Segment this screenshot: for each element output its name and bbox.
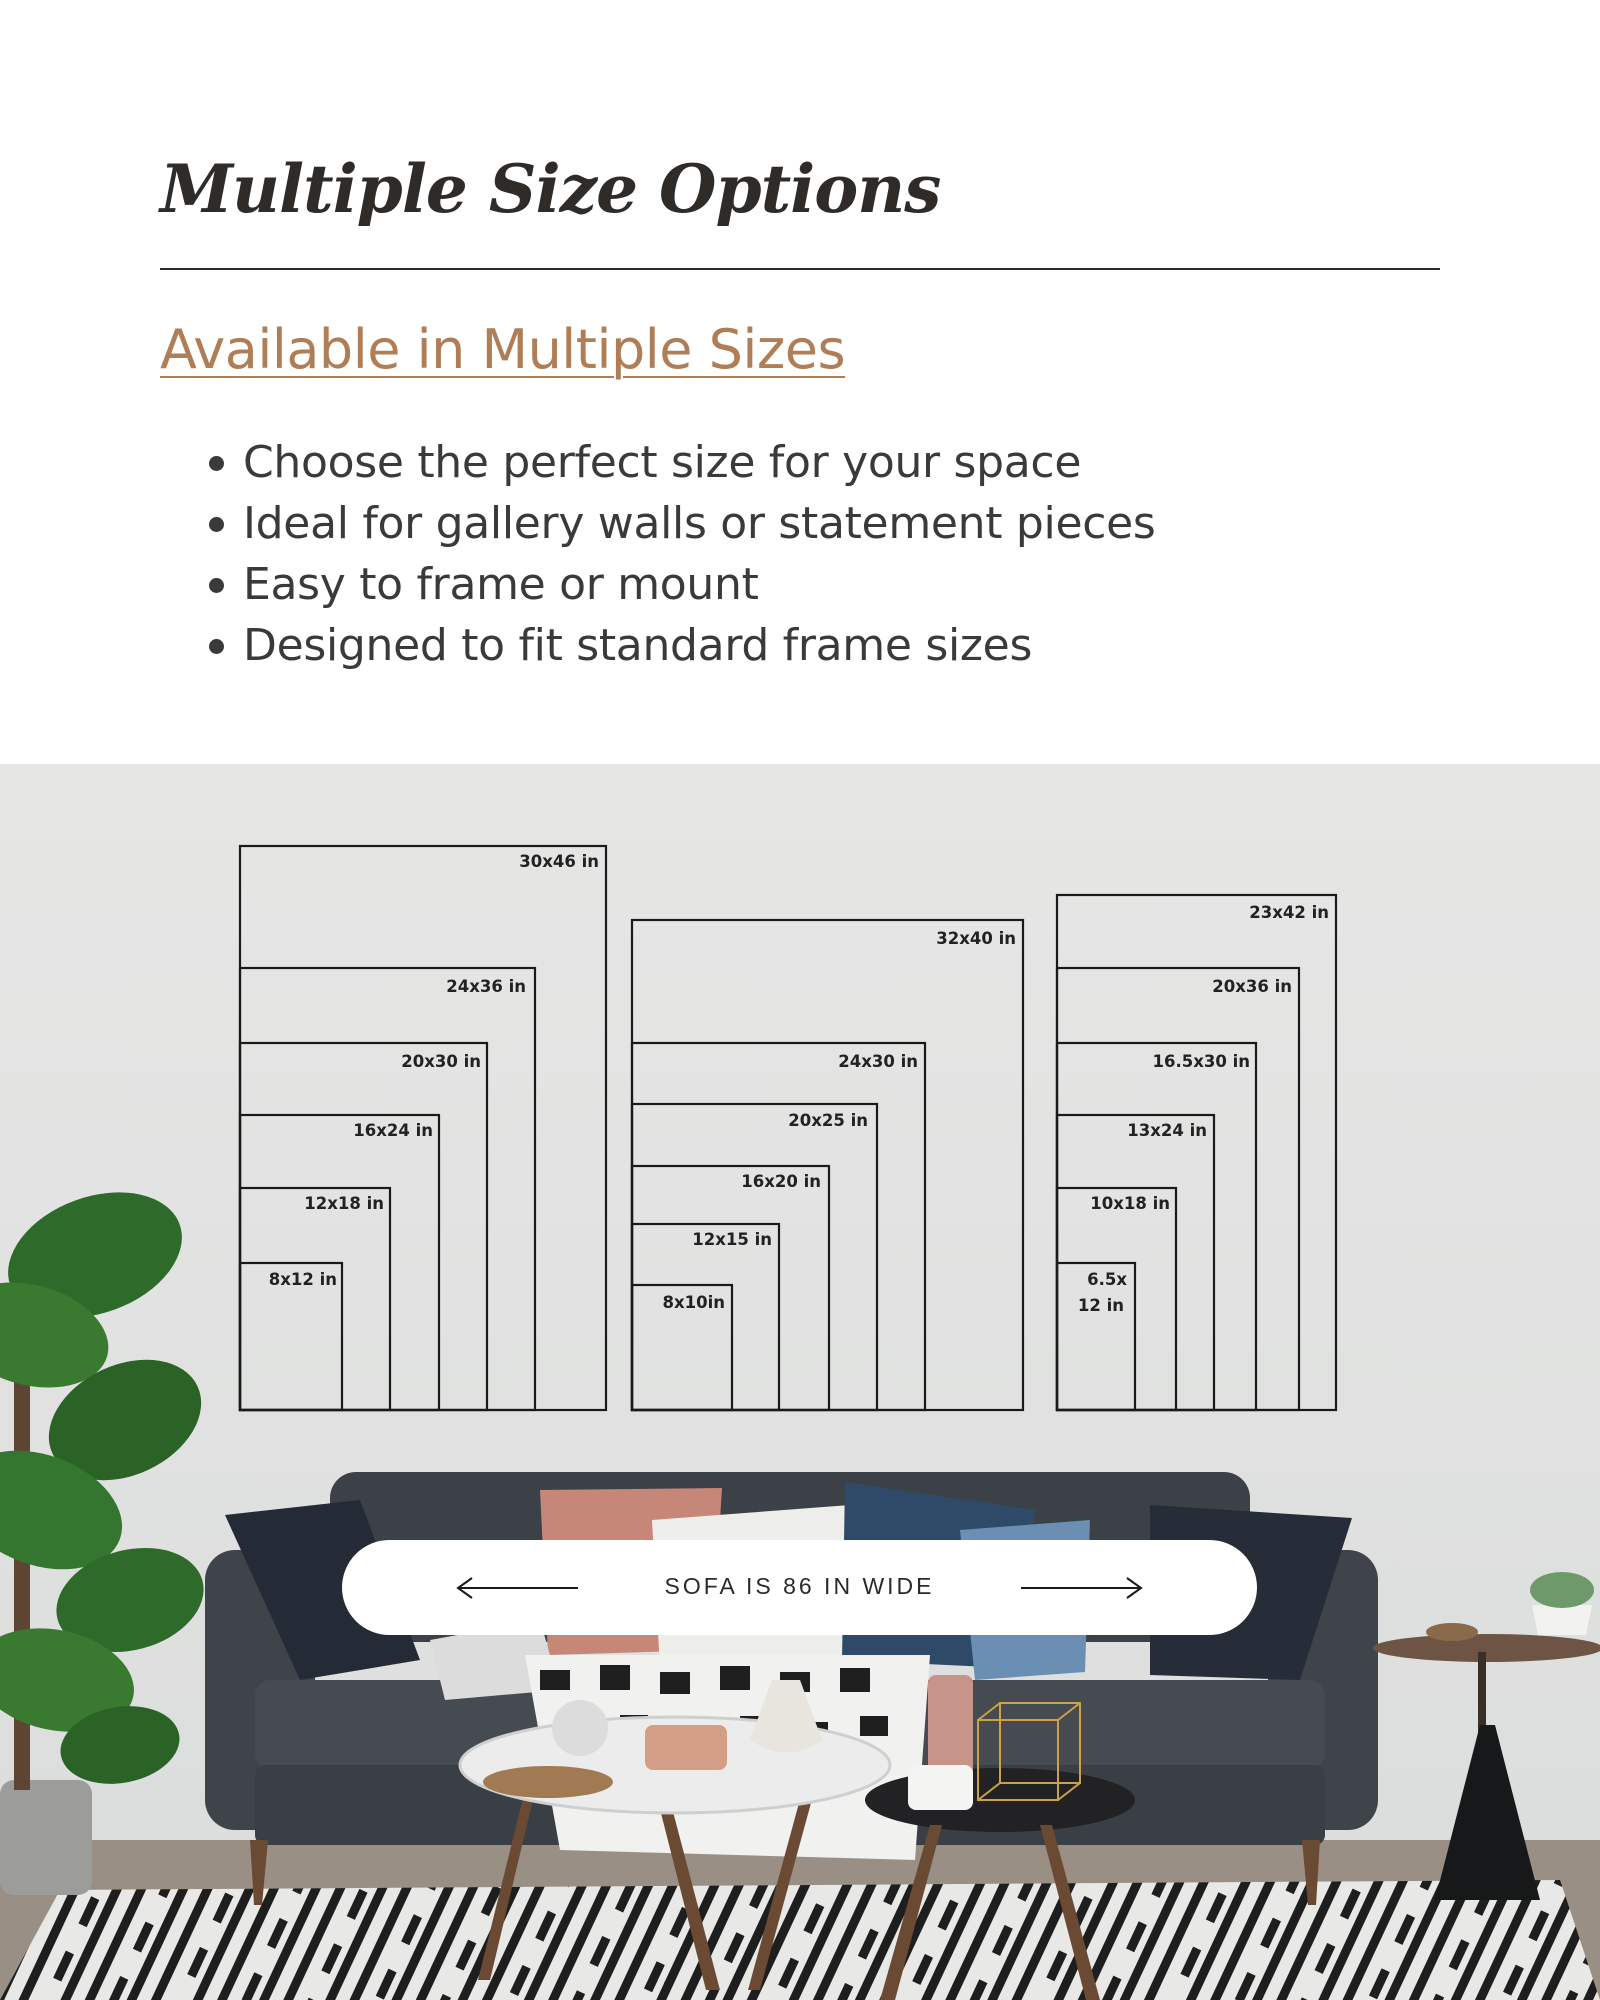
arrow-right-icon bbox=[1019, 1576, 1145, 1600]
frame-size-label: 20x30 in bbox=[401, 1052, 481, 1071]
bullet-icon bbox=[209, 639, 224, 654]
frame-size-label: 12x18 in bbox=[304, 1194, 384, 1213]
feature-text: Easy to frame or mount bbox=[243, 559, 759, 610]
room-scene bbox=[0, 764, 1600, 2000]
planter bbox=[1532, 1605, 1592, 1635]
bowl bbox=[1426, 1623, 1478, 1641]
white-jar bbox=[908, 1765, 973, 1810]
feature-text: Designed to fit standard frame sizes bbox=[243, 620, 1033, 671]
frame-size-label: 8x12 in bbox=[268, 1270, 337, 1289]
pink-box bbox=[645, 1725, 727, 1770]
room-illustration bbox=[0, 764, 1600, 2000]
feature-text: Choose the perfect size for your space bbox=[243, 437, 1082, 488]
frame-size-label: 30x46 in bbox=[519, 852, 599, 871]
section-subtitle: Available in Multiple Sizes bbox=[160, 318, 846, 381]
frame-size-label: 20x36 in bbox=[1212, 977, 1292, 996]
feature-list bbox=[205, 432, 1156, 676]
wood-tray bbox=[483, 1766, 613, 1798]
frame-size-label: 20x25 in bbox=[788, 1111, 868, 1130]
bullet-icon bbox=[209, 578, 224, 593]
feature-item bbox=[205, 554, 1156, 615]
marble-ball bbox=[552, 1700, 608, 1756]
succulent bbox=[1530, 1572, 1594, 1608]
frame-size-label: 6.5x bbox=[1087, 1270, 1127, 1289]
header-section bbox=[0, 0, 1600, 764]
page-title: Multiple Size Options bbox=[160, 150, 941, 228]
side-table-stem bbox=[1478, 1652, 1486, 1732]
bullet-icon bbox=[209, 456, 224, 471]
feature-text: Ideal for gallery walls or statement pieces bbox=[243, 498, 1156, 549]
feature-item bbox=[205, 432, 1156, 493]
frame-size-label: 16.5x30 in bbox=[1152, 1052, 1250, 1071]
frame-size-label: 13x24 in bbox=[1127, 1121, 1207, 1140]
sofa-width-banner bbox=[342, 1540, 1257, 1635]
side-table-top bbox=[1373, 1634, 1600, 1662]
frame-size-label: 32x40 in bbox=[936, 929, 1016, 948]
frame-size-label: 12 in bbox=[1077, 1296, 1124, 1315]
frame-size-label: 8x10in bbox=[662, 1293, 725, 1312]
frame-size-label: 10x18 in bbox=[1090, 1194, 1170, 1213]
frame-size-label: 12x15 in bbox=[692, 1230, 772, 1249]
sofa-width-text: SOFA IS 86 IN WIDE bbox=[664, 1573, 935, 1599]
feature-item bbox=[205, 493, 1156, 554]
frame-size-label: 16x24 in bbox=[353, 1121, 433, 1140]
frame-size-label: 16x20 in bbox=[741, 1172, 821, 1191]
rug bbox=[0, 1880, 1600, 2000]
frame-size-label: 24x36 in bbox=[446, 977, 526, 996]
frame-size-label: 23x42 in bbox=[1249, 903, 1329, 922]
bullet-icon bbox=[209, 517, 224, 532]
title-divider bbox=[160, 268, 1440, 270]
frame-size-label: 24x30 in bbox=[838, 1052, 918, 1071]
feature-item bbox=[205, 615, 1156, 676]
plant-pot bbox=[0, 1780, 92, 1895]
